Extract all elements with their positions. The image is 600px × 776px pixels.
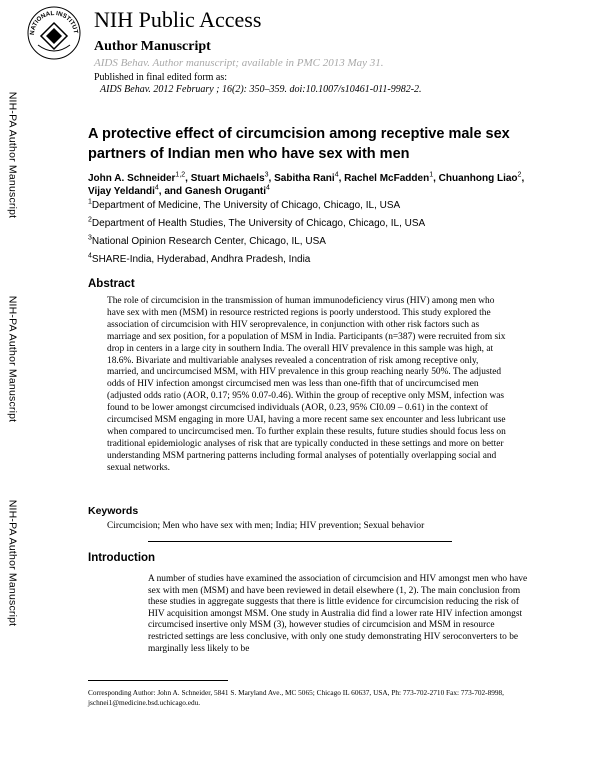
author-name: Chuanhong Liao [438, 173, 518, 184]
author-name: Stuart Michaels [190, 173, 265, 184]
introduction-heading: Introduction [88, 552, 156, 564]
availability-line: AIDS Behav. Author manuscript; available in PMC 2013 May 31. [94, 57, 384, 69]
author-affiliation-marker: 1 [429, 171, 434, 179]
introduction-body: A number of studies have examined the association of circumcision and HIV amongst men who have sex with men (MSM) and have been reviewed in detail elsewhere (1, 2). The main conclusion from these studies in aggregate suggests that there is little evidence for circumcision reducing the risk of HIV acquisition amongst MSM. One study in Australia did find a lower rate HIV infection amongst circumcised insertive only MSM (3), however studies of circumcision and MSM in resource restricted settings are less conclusive, with only one study demonstrating HIV seroconverters to be marginally less likely to be [148, 574, 528, 654]
author-separator: , [185, 173, 191, 184]
logo-label: NATIONAL INSTITUT [28, 9, 79, 36]
author-affiliation-marker: 3 [264, 171, 269, 179]
published-label: Published in final edited form as: [94, 72, 228, 83]
author-separator: , and [158, 186, 185, 197]
article-title: A protective effect of circumcision among receptive male sex partners of Indian men who have sex with men [88, 126, 510, 162]
affiliation: $^4$SHARE-India, Hyderabad, Andhra Pradesh, India [88, 252, 311, 265]
abstract-heading: Abstract [88, 278, 135, 290]
abstract-body: The role of circumcision in the transmission of human immunodeficiency virus (HIV) among men who have sex with men (MSM) in resource restricted regions is poorly understood. This study explored the association of circumcision with HIV seroprevalence, in conjunction with other risk factors such as marriage and sex position, for a population of MSM in India. Participants (n=387) were recruited from six drop in centers in a large city in southern India. The overall HIV prevalence in this sample was high, at 18.6%. Bivariate and multivariable analyses revealed a concentration of risk among receptive only, married, and uncircumcised MSM, with HIV prevalence in this group reaching nearly 50%. The adjusted odds of HIV infection amongst circumcised men was less than one-fifth that of uncircumcised men (adjusted odds ratio (AOR, 0.17; 95% 0.07-0.46). Within the group of receptive only MSM, infection was found to be lower amongst circumcised individuals (AOR, 0.23, 95% CI0.09 – 0.61) in the context of circumcised MSM engaging in more UAI, having a more recent same sex encounter and less lubricant use when compared to uncircumcised men. To further explain these results, future studies should focus less on traditional epidemiologic analyses of risk that are typically conducted in these settings and more on better understanding MSM partnering patterns including formal analyses of potentially overlapping social and sexual networks. [107, 296, 506, 473]
affiliation: $^1$Department of Medicine, The University of Chicago, Chicago, IL, USA [88, 198, 401, 211]
affiliation: $^2$Department of Health Studies, The University of Chicago, Chicago, IL, USA [88, 216, 426, 229]
side-watermark: NIH-PA Author Manuscript [6, 91, 19, 219]
footnote-divider [88, 680, 228, 681]
author-separator: , [521, 173, 525, 184]
author-separator: , [433, 173, 439, 184]
side-watermark: NIH-PA Author Manuscript [6, 295, 19, 423]
author-affiliation-marker: 4 [154, 184, 159, 192]
author-name: John A. Schneider [88, 173, 176, 184]
author-affiliation-marker: 2 [517, 171, 522, 179]
keywords-heading: Keywords [88, 505, 139, 517]
affiliation: $^3$National Opinion Research Center, Chicago, IL, USA [88, 234, 326, 247]
author-affiliation-marker: 4 [266, 184, 270, 192]
author-name: Sabitha Rani [274, 173, 335, 184]
author-separator: , [268, 173, 275, 184]
hhs-seal-logo [26, 5, 82, 61]
author-separator: , [338, 173, 345, 184]
author-name: Ganesh Oruganti [184, 186, 267, 197]
author-manuscript-label: Author Manuscript [94, 39, 211, 54]
keywords-list: Circumcision; Men who have sex with men; India; HIV prevention; Sexual behavior [107, 521, 425, 531]
keywords-divider [148, 541, 452, 542]
citation-text: AIDS Behav. 2012 February ; 16(2): 350–359. doi:10.1007/s10461-011-9982-2. [100, 84, 422, 95]
corresponding-author-footnote: Corresponding Author: John A. Schneider, 5841 S. Maryland Ave., MC 5065; Chicago IL 60637, USA, Ph: 773-702-2710 Fax: 773-702-8998, jschnei1@medicine.bsd.uchicago.edu. [88, 688, 505, 707]
side-watermark: NIH-PA Author Manuscript [6, 499, 19, 627]
author-affiliation-marker: 1,2 [175, 171, 186, 179]
author-affiliation-marker: 4 [334, 171, 339, 179]
author-list [88, 172, 528, 198]
author-name: Rachel McFadden [344, 173, 430, 184]
citation-line [100, 84, 422, 96]
nih-public-access-title: NIH Public Access [94, 7, 262, 32]
author-name: Vijay Yeldandi [88, 186, 155, 197]
